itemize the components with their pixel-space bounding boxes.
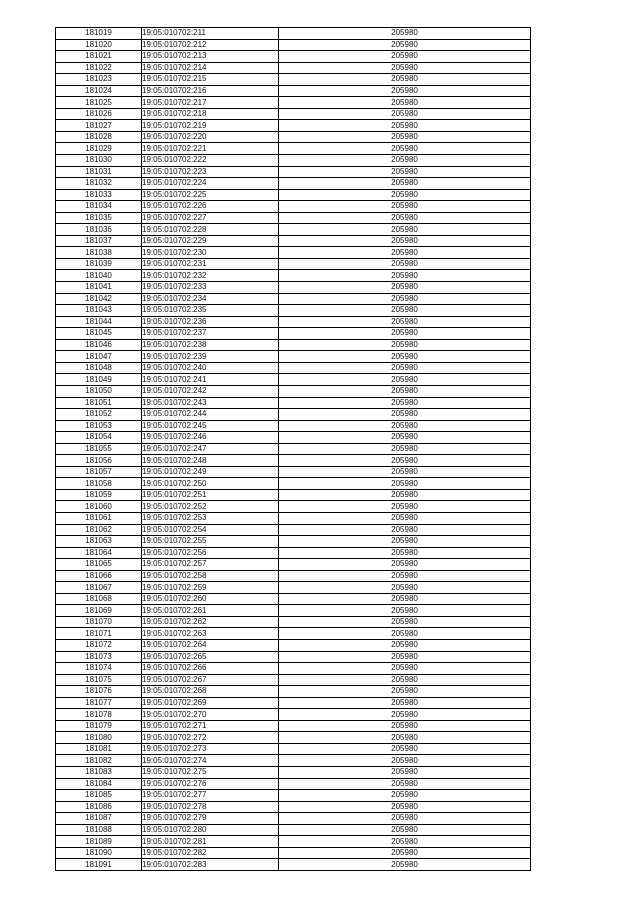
table-row [56, 74, 531, 86]
cadastral-number-cell: 19:05:010702:252 [142, 501, 279, 513]
cadastral-number-cell: 19:05:010702:253 [142, 512, 279, 524]
table-row [56, 39, 531, 51]
table-row [56, 790, 531, 802]
row-number-cell: 181061 [56, 512, 142, 524]
value-cell: 205980 [279, 282, 531, 294]
table-row [56, 85, 531, 97]
cadastral-number-cell: 19:05:010702:263 [142, 628, 279, 640]
value-cell: 205980 [279, 478, 531, 490]
value-cell: 205980 [279, 189, 531, 201]
table-row [56, 512, 531, 524]
cadastral-number-cell: 19:05:010702:246 [142, 432, 279, 444]
table-row [56, 466, 531, 478]
row-number-cell: 181075 [56, 674, 142, 686]
value-cell: 205980 [279, 559, 531, 571]
row-number-cell: 181063 [56, 536, 142, 548]
value-cell: 205980 [279, 663, 531, 675]
row-number-cell: 181090 [56, 847, 142, 859]
cadastral-number-cell: 19:05:010702:216 [142, 85, 279, 97]
row-number-cell: 181091 [56, 859, 142, 871]
cadastral-number-cell: 19:05:010702:275 [142, 767, 279, 779]
table-row [56, 328, 531, 340]
value-cell: 205980 [279, 605, 531, 617]
row-number-cell: 181044 [56, 316, 142, 328]
table-row [56, 663, 531, 675]
row-number-cell: 181022 [56, 62, 142, 74]
cadastral-number-cell: 19:05:010702:214 [142, 62, 279, 74]
cadastral-number-cell: 19:05:010702:217 [142, 97, 279, 109]
value-cell: 205980 [279, 466, 531, 478]
table-row [56, 155, 531, 167]
row-number-cell: 181081 [56, 743, 142, 755]
value-cell: 205980 [279, 235, 531, 247]
value-cell: 205980 [279, 767, 531, 779]
value-cell: 205980 [279, 74, 531, 86]
row-number-cell: 181058 [56, 478, 142, 490]
table-row [56, 455, 531, 467]
table-row [56, 305, 531, 317]
value-cell: 205980 [279, 97, 531, 109]
row-number-cell: 181050 [56, 385, 142, 397]
cadastral-number-cell: 19:05:010702:276 [142, 778, 279, 790]
row-number-cell: 181032 [56, 178, 142, 190]
table-row [56, 212, 531, 224]
row-number-cell: 181029 [56, 143, 142, 155]
table-row [56, 51, 531, 63]
cadastral-number-cell: 19:05:010702:264 [142, 639, 279, 651]
cadastral-number-cell: 19:05:010702:269 [142, 697, 279, 709]
value-cell: 205980 [279, 743, 531, 755]
value-cell: 205980 [279, 432, 531, 444]
register-table-body [56, 28, 531, 871]
cadastral-number-cell: 19:05:010702:215 [142, 74, 279, 86]
row-number-cell: 181065 [56, 559, 142, 571]
value-cell: 205980 [279, 143, 531, 155]
row-number-cell: 181087 [56, 813, 142, 825]
row-number-cell: 181074 [56, 663, 142, 675]
cadastral-number-cell: 19:05:010702:234 [142, 293, 279, 305]
cadastral-number-cell: 19:05:010702:268 [142, 686, 279, 698]
row-number-cell: 181084 [56, 778, 142, 790]
table-row [56, 651, 531, 663]
row-number-cell: 181082 [56, 755, 142, 767]
row-number-cell: 181039 [56, 258, 142, 270]
value-cell: 205980 [279, 351, 531, 363]
table-row [56, 501, 531, 513]
value-cell: 205980 [279, 305, 531, 317]
table-row [56, 732, 531, 744]
row-number-cell: 181035 [56, 212, 142, 224]
row-number-cell: 181078 [56, 709, 142, 721]
cadastral-number-cell: 19:05:010702:282 [142, 847, 279, 859]
value-cell: 205980 [279, 813, 531, 825]
row-number-cell: 181021 [56, 51, 142, 63]
row-number-cell: 181047 [56, 351, 142, 363]
value-cell: 205980 [279, 859, 531, 871]
row-number-cell: 181045 [56, 328, 142, 340]
value-cell: 205980 [279, 85, 531, 97]
row-number-cell: 181053 [56, 420, 142, 432]
value-cell: 205980 [279, 443, 531, 455]
value-cell: 205980 [279, 836, 531, 848]
cadastral-number-cell: 19:05:010702:235 [142, 305, 279, 317]
table-row [56, 28, 531, 40]
cadastral-number-cell: 19:05:010702:238 [142, 339, 279, 351]
row-number-cell: 181055 [56, 443, 142, 455]
row-number-cell: 181030 [56, 155, 142, 167]
value-cell: 205980 [279, 62, 531, 74]
cadastral-number-cell: 19:05:010702:220 [142, 131, 279, 143]
cadastral-number-cell: 19:05:010702:247 [142, 443, 279, 455]
row-number-cell: 181041 [56, 282, 142, 294]
table-row [56, 847, 531, 859]
table-row [56, 97, 531, 109]
table-row [56, 339, 531, 351]
table-row [56, 409, 531, 421]
row-number-cell: 181076 [56, 686, 142, 698]
table-row [56, 628, 531, 640]
value-cell: 205980 [279, 270, 531, 282]
cadastral-number-cell: 19:05:010702:239 [142, 351, 279, 363]
row-number-cell: 181089 [56, 836, 142, 848]
row-number-cell: 181036 [56, 224, 142, 236]
cadastral-number-cell: 19:05:010702:274 [142, 755, 279, 767]
table-row [56, 813, 531, 825]
table-row [56, 247, 531, 259]
value-cell: 205980 [279, 697, 531, 709]
table-row [56, 316, 531, 328]
value-cell: 205980 [279, 28, 531, 40]
value-cell: 205980 [279, 155, 531, 167]
value-cell: 205980 [279, 293, 531, 305]
row-number-cell: 181064 [56, 547, 142, 559]
table-row [56, 143, 531, 155]
cadastral-number-cell: 19:05:010702:273 [142, 743, 279, 755]
table-row [56, 385, 531, 397]
table-row [56, 374, 531, 386]
cadastral-number-cell: 19:05:010702:231 [142, 258, 279, 270]
value-cell: 205980 [279, 582, 531, 594]
cadastral-number-cell: 19:05:010702:250 [142, 478, 279, 490]
row-number-cell: 181052 [56, 409, 142, 421]
value-cell: 205980 [279, 524, 531, 536]
row-number-cell: 181048 [56, 362, 142, 374]
table-row [56, 120, 531, 132]
row-number-cell: 181034 [56, 201, 142, 213]
cadastral-number-cell: 19:05:010702:258 [142, 570, 279, 582]
row-number-cell: 181059 [56, 489, 142, 501]
row-number-cell: 181019 [56, 28, 142, 40]
row-number-cell: 181038 [56, 247, 142, 259]
value-cell: 205980 [279, 455, 531, 467]
table-row [56, 720, 531, 732]
table-row [56, 547, 531, 559]
row-number-cell: 181023 [56, 74, 142, 86]
cadastral-number-cell: 19:05:010702:249 [142, 466, 279, 478]
row-number-cell: 181020 [56, 39, 142, 51]
value-cell: 205980 [279, 732, 531, 744]
cadastral-number-cell: 19:05:010702:242 [142, 385, 279, 397]
cadastral-number-cell: 19:05:010702:227 [142, 212, 279, 224]
cadastral-number-cell: 19:05:010702:219 [142, 120, 279, 132]
value-cell: 205980 [279, 489, 531, 501]
table-row [56, 397, 531, 409]
value-cell: 205980 [279, 512, 531, 524]
table-row [56, 605, 531, 617]
table-row [56, 593, 531, 605]
cadastral-number-cell: 19:05:010702:230 [142, 247, 279, 259]
cadastral-number-cell: 19:05:010702:218 [142, 108, 279, 120]
cadastral-number-cell: 19:05:010702:257 [142, 559, 279, 571]
table-row [56, 524, 531, 536]
cadastral-number-cell: 19:05:010702:272 [142, 732, 279, 744]
cadastral-number-cell: 19:05:010702:280 [142, 824, 279, 836]
value-cell: 205980 [279, 212, 531, 224]
row-number-cell: 181072 [56, 639, 142, 651]
row-number-cell: 181069 [56, 605, 142, 617]
value-cell: 205980 [279, 547, 531, 559]
value-cell: 205980 [279, 755, 531, 767]
table-row [56, 293, 531, 305]
cadastral-number-cell: 19:05:010702:255 [142, 536, 279, 548]
row-number-cell: 181033 [56, 189, 142, 201]
row-number-cell: 181067 [56, 582, 142, 594]
row-number-cell: 181025 [56, 97, 142, 109]
cadastral-number-cell: 19:05:010702:243 [142, 397, 279, 409]
value-cell: 205980 [279, 790, 531, 802]
table-row [56, 801, 531, 813]
value-cell: 205980 [279, 224, 531, 236]
value-cell: 205980 [279, 847, 531, 859]
row-number-cell: 181077 [56, 697, 142, 709]
row-number-cell: 181057 [56, 466, 142, 478]
cadastral-number-cell: 19:05:010702:283 [142, 859, 279, 871]
row-number-cell: 181080 [56, 732, 142, 744]
table-row [56, 536, 531, 548]
cadastral-number-cell: 19:05:010702:237 [142, 328, 279, 340]
value-cell: 205980 [279, 593, 531, 605]
table-row [56, 282, 531, 294]
row-number-cell: 181042 [56, 293, 142, 305]
value-cell: 205980 [279, 316, 531, 328]
row-number-cell: 181027 [56, 120, 142, 132]
cadastral-number-cell: 19:05:010702:245 [142, 420, 279, 432]
table-row [56, 743, 531, 755]
value-cell: 205980 [279, 247, 531, 259]
cadastral-number-cell: 19:05:010702:262 [142, 616, 279, 628]
table-row [56, 639, 531, 651]
value-cell: 205980 [279, 362, 531, 374]
value-cell: 205980 [279, 201, 531, 213]
table-row [56, 709, 531, 721]
cadastral-number-cell: 19:05:010702:277 [142, 790, 279, 802]
table-row [56, 258, 531, 270]
row-number-cell: 181088 [56, 824, 142, 836]
value-cell: 205980 [279, 709, 531, 721]
cadastral-number-cell: 19:05:010702:224 [142, 178, 279, 190]
value-cell: 205980 [279, 108, 531, 120]
value-cell: 205980 [279, 651, 531, 663]
value-cell: 205980 [279, 570, 531, 582]
table-row [56, 235, 531, 247]
table-row [56, 432, 531, 444]
row-number-cell: 181054 [56, 432, 142, 444]
row-number-cell: 181051 [56, 397, 142, 409]
value-cell: 205980 [279, 824, 531, 836]
row-number-cell: 181086 [56, 801, 142, 813]
value-cell: 205980 [279, 51, 531, 63]
cadastral-number-cell: 19:05:010702:259 [142, 582, 279, 594]
cadastral-number-cell: 19:05:010702:241 [142, 374, 279, 386]
table-row [56, 443, 531, 455]
row-number-cell: 181043 [56, 305, 142, 317]
table-row [56, 686, 531, 698]
cadastral-number-cell: 19:05:010702:236 [142, 316, 279, 328]
cadastral-number-cell: 19:05:010702:233 [142, 282, 279, 294]
cadastral-number-cell: 19:05:010702:271 [142, 720, 279, 732]
cadastral-number-cell: 19:05:010702:212 [142, 39, 279, 51]
value-cell: 205980 [279, 374, 531, 386]
cadastral-register-table [55, 27, 531, 871]
table-row [56, 420, 531, 432]
table-row [56, 478, 531, 490]
table-row [56, 824, 531, 836]
value-cell: 205980 [279, 686, 531, 698]
value-cell: 205980 [279, 501, 531, 513]
table-row [56, 270, 531, 282]
table-row [56, 351, 531, 363]
row-number-cell: 181083 [56, 767, 142, 779]
row-number-cell: 181028 [56, 131, 142, 143]
cadastral-number-cell: 19:05:010702:225 [142, 189, 279, 201]
value-cell: 205980 [279, 616, 531, 628]
table-row [56, 362, 531, 374]
cadastral-number-cell: 19:05:010702:256 [142, 547, 279, 559]
table-row [56, 778, 531, 790]
value-cell: 205980 [279, 328, 531, 340]
value-cell: 205980 [279, 720, 531, 732]
cadastral-number-cell: 19:05:010702:211 [142, 28, 279, 40]
cadastral-number-cell: 19:05:010702:248 [142, 455, 279, 467]
cadastral-number-cell: 19:05:010702:267 [142, 674, 279, 686]
table-row [56, 131, 531, 143]
row-number-cell: 181046 [56, 339, 142, 351]
row-number-cell: 181056 [56, 455, 142, 467]
table-row [56, 489, 531, 501]
row-number-cell: 181031 [56, 166, 142, 178]
table-row [56, 697, 531, 709]
value-cell: 205980 [279, 166, 531, 178]
row-number-cell: 181066 [56, 570, 142, 582]
table-row [56, 582, 531, 594]
cadastral-number-cell: 19:05:010702:232 [142, 270, 279, 282]
cadastral-number-cell: 19:05:010702:222 [142, 155, 279, 167]
row-number-cell: 181026 [56, 108, 142, 120]
value-cell: 205980 [279, 639, 531, 651]
value-cell: 205980 [279, 339, 531, 351]
value-cell: 205980 [279, 674, 531, 686]
value-cell: 205980 [279, 409, 531, 421]
row-number-cell: 181049 [56, 374, 142, 386]
row-number-cell: 181037 [56, 235, 142, 247]
value-cell: 205980 [279, 385, 531, 397]
row-number-cell: 181079 [56, 720, 142, 732]
table-row [56, 859, 531, 871]
table-row [56, 166, 531, 178]
row-number-cell: 181070 [56, 616, 142, 628]
table-row [56, 201, 531, 213]
table-row [56, 616, 531, 628]
cadastral-number-cell: 19:05:010702:213 [142, 51, 279, 63]
value-cell: 205980 [279, 801, 531, 813]
cadastral-number-cell: 19:05:010702:244 [142, 409, 279, 421]
row-number-cell: 181073 [56, 651, 142, 663]
cadastral-number-cell: 19:05:010702:265 [142, 651, 279, 663]
value-cell: 205980 [279, 420, 531, 432]
row-number-cell: 181040 [56, 270, 142, 282]
cadastral-number-cell: 19:05:010702:281 [142, 836, 279, 848]
row-number-cell: 181071 [56, 628, 142, 640]
cadastral-number-cell: 19:05:010702:270 [142, 709, 279, 721]
value-cell: 205980 [279, 39, 531, 51]
row-number-cell: 181024 [56, 85, 142, 97]
cadastral-number-cell: 19:05:010702:266 [142, 663, 279, 675]
value-cell: 205980 [279, 131, 531, 143]
table-row [56, 836, 531, 848]
cadastral-number-cell: 19:05:010702:229 [142, 235, 279, 247]
table-row [56, 570, 531, 582]
table-row [56, 189, 531, 201]
value-cell: 205980 [279, 120, 531, 132]
cadastral-number-cell: 19:05:010702:240 [142, 362, 279, 374]
table-row [56, 559, 531, 571]
row-number-cell: 181085 [56, 790, 142, 802]
cadastral-number-cell: 19:05:010702:223 [142, 166, 279, 178]
table-row [56, 767, 531, 779]
value-cell: 205980 [279, 397, 531, 409]
cadastral-number-cell: 19:05:010702:221 [142, 143, 279, 155]
cadastral-number-cell: 19:05:010702:261 [142, 605, 279, 617]
row-number-cell: 181060 [56, 501, 142, 513]
cadastral-number-cell: 19:05:010702:260 [142, 593, 279, 605]
table-row [56, 108, 531, 120]
cadastral-number-cell: 19:05:010702:251 [142, 489, 279, 501]
table-row [56, 224, 531, 236]
cadastral-number-cell: 19:05:010702:226 [142, 201, 279, 213]
table-row [56, 178, 531, 190]
table-row [56, 755, 531, 767]
value-cell: 205980 [279, 628, 531, 640]
value-cell: 205980 [279, 258, 531, 270]
cadastral-number-cell: 19:05:010702:254 [142, 524, 279, 536]
row-number-cell: 181068 [56, 593, 142, 605]
value-cell: 205980 [279, 536, 531, 548]
cadastral-number-cell: 19:05:010702:228 [142, 224, 279, 236]
cadastral-number-cell: 19:05:010702:279 [142, 813, 279, 825]
value-cell: 205980 [279, 778, 531, 790]
cadastral-number-cell: 19:05:010702:278 [142, 801, 279, 813]
table-row [56, 62, 531, 74]
row-number-cell: 181062 [56, 524, 142, 536]
value-cell: 205980 [279, 178, 531, 190]
table-row [56, 674, 531, 686]
